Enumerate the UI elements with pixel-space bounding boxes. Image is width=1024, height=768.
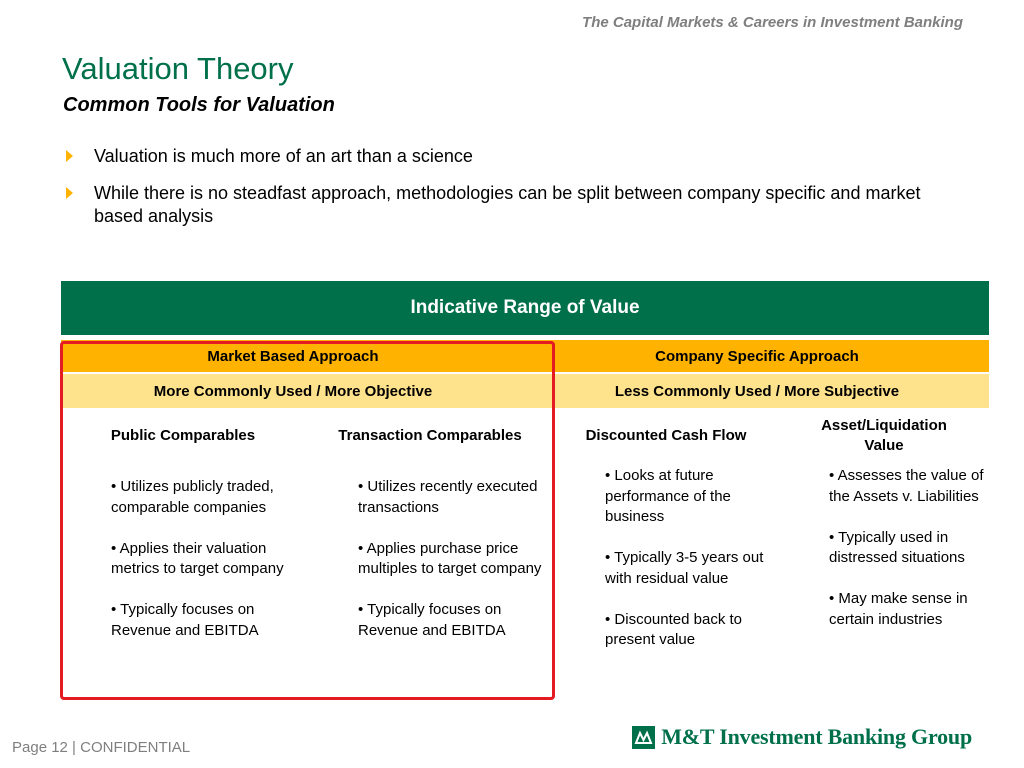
column-point: • Looks at future performance of the business [605,467,731,525]
column-point: • May make sense in certain industries [829,590,968,628]
column-title-transaction-comparables: Transaction Comparables [338,427,522,444]
market-usage-label: More Commonly Used / More Objective [153,382,433,400]
page-footer-label: Page 12 | CONFIDENTIAL [12,739,191,756]
bullet-arrow-icon [66,150,73,162]
column-point: • Assesses the value of the Assets v. Liabilities [829,467,984,505]
column-point: • Applies purchase price multiples to target company [358,539,542,577]
brand-name: M&T Investment Banking Group [661,724,972,749]
column-point: • Utilizes publicly traded, comparable companies [111,478,274,516]
column-title-discounted-cash-flow: Discounted Cash Flow [585,427,747,444]
column-point: • Typically focuses on Revenue and EBITDA [111,601,259,639]
mt-logo-icon [632,726,655,749]
bullet-text: While there is no steadfast approach, methodologies can be split between company specific and market based analysis [94,183,921,226]
company-usage-label: Less Commonly Used / More Subjective [614,382,900,400]
column-title-public-comparables: Public Comparables [110,427,256,444]
market-based-approach: Market Based Approach [207,347,379,365]
column-point: • Applies their valuation metrics to target company [111,539,284,577]
column-point: • Typically focuses on Revenue and EBITDA [358,601,506,639]
brand-logo [632,724,972,750]
bullet-text: Valuation is much more of an art than a science [94,146,473,166]
column-body-public-comparables [111,477,306,662]
company-specific-approach: Company Specific Approach [655,347,859,365]
slide-title: Valuation Theory [62,51,294,86]
column-body-asset-liquidation-value [829,466,984,651]
range-of-value-band: Indicative Range of Value [61,281,989,335]
usage-row [61,374,989,408]
column-point: • Typically used in distressed situations [829,528,965,566]
bullet-list [66,145,966,242]
column-point: • Utilizes recently executed transactions [358,478,538,516]
bullet-item [66,182,966,228]
bullet-arrow-icon [66,187,73,199]
column-point: • Discounted back to present value [605,610,742,648]
column-body-discounted-cash-flow [605,466,775,671]
presentation-tagline: The Capital Markets & Careers in Investment Banking [582,14,963,31]
slide-subtitle: Common Tools for Valuation [63,94,335,116]
column-title-asset-liquidation-value: Asset/Liquidation Value [821,417,947,454]
bullet-item [66,145,966,168]
approach-row [61,340,989,372]
column-body-transaction-comparables [358,477,548,662]
column-point: • Typically 3-5 years out with residual value [605,549,764,587]
